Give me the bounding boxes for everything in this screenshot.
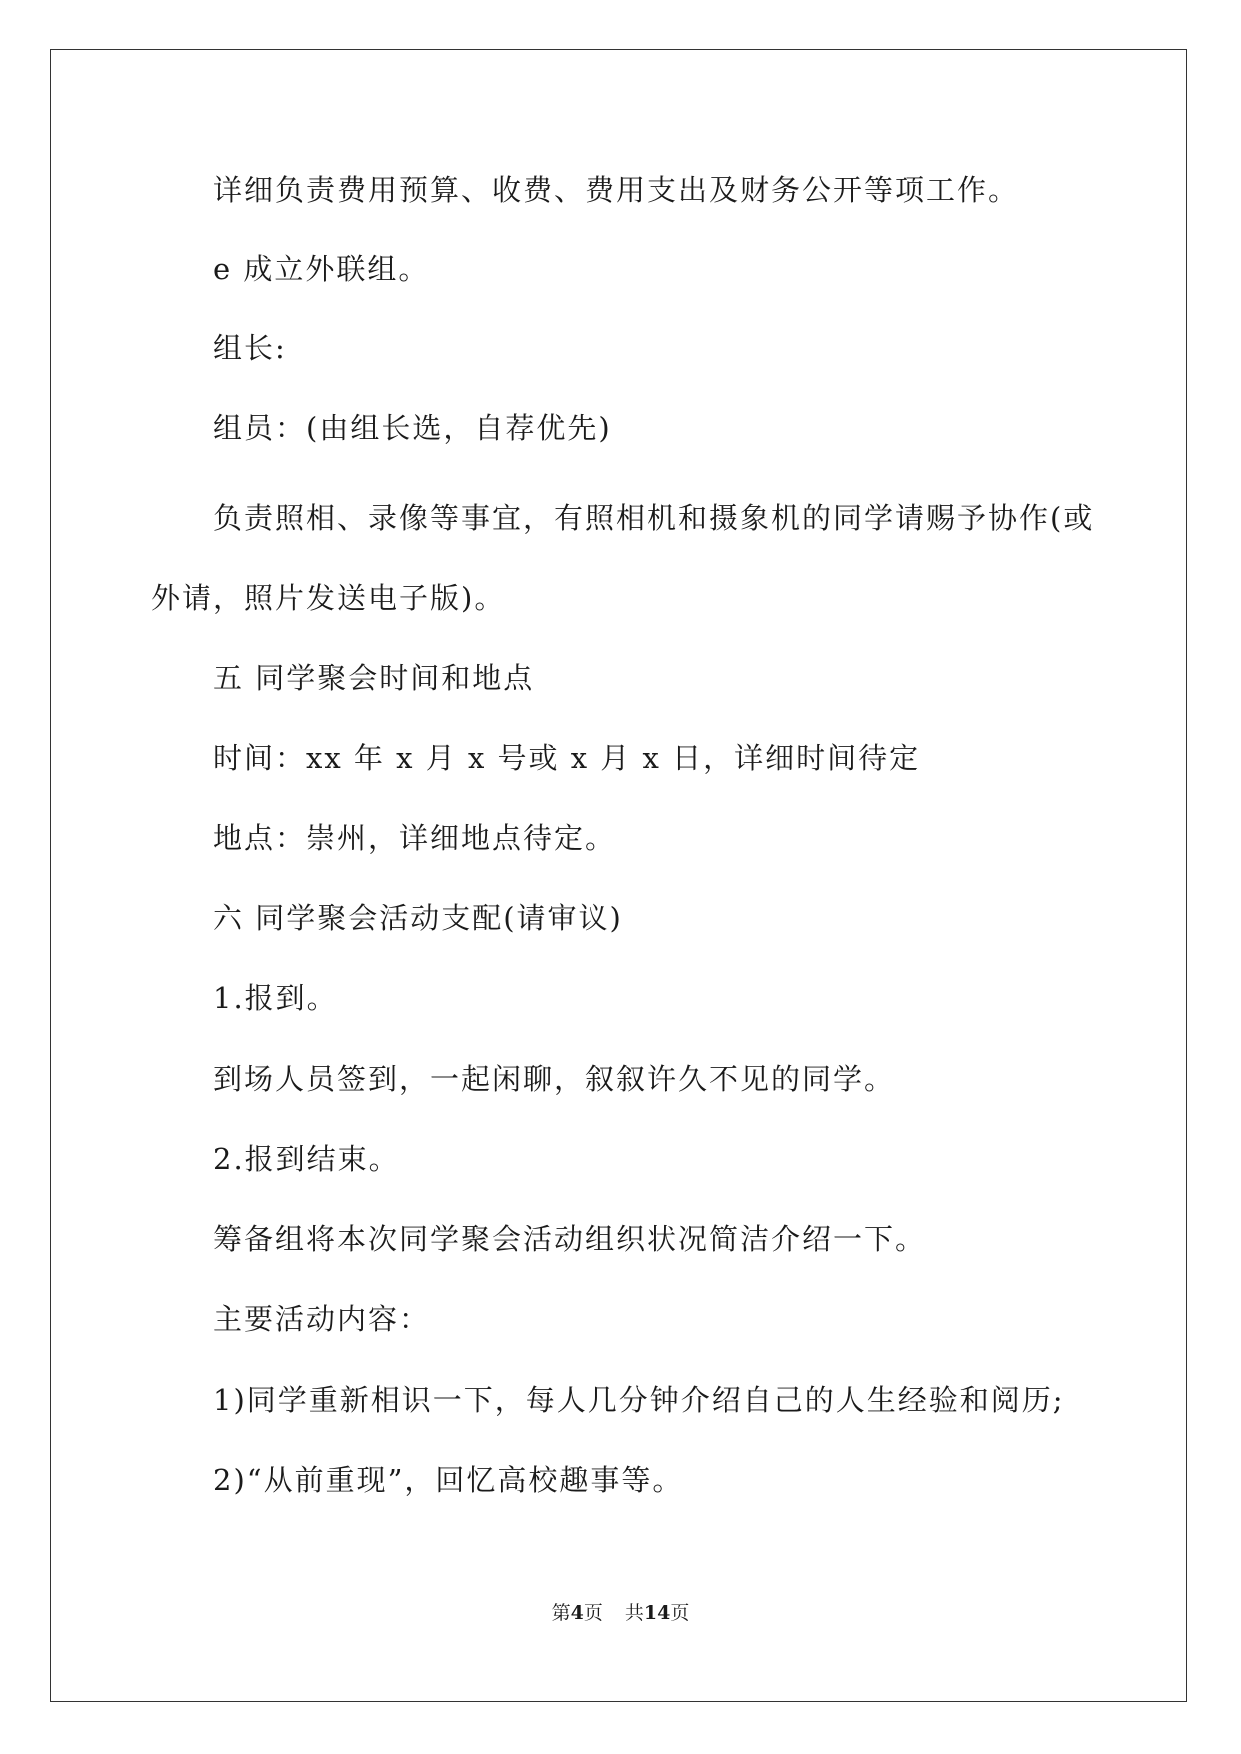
page-prefix: 第 xyxy=(551,1602,571,1624)
paragraph-line: 2.报到结束。 xyxy=(213,1142,400,1176)
paragraph-line: 组员：(由组长选，自荐优先) xyxy=(213,411,612,445)
total-pages: 14 xyxy=(643,1602,671,1624)
total-suffix: 页 xyxy=(670,1602,690,1624)
page-footer xyxy=(0,1600,1241,1626)
paragraph-line: 1)同学重新相识一下，每人几分钟介绍自己的人生经验和阅历; xyxy=(213,1383,1065,1417)
paragraph-line: 负责照相、录像等事宜，有照相机和摄象机的同学请赐予协作(或 xyxy=(213,501,1095,535)
section-heading: 五 同学聚会时间和地点 xyxy=(213,661,535,695)
total-prefix: 共 xyxy=(624,1602,644,1624)
paragraph-line: e 成立外联组。 xyxy=(213,252,430,286)
paragraph-line: 筹备组将本次同学聚会活动组织状况简洁介绍一下。 xyxy=(213,1222,927,1256)
paragraph-line: 2)“从前重现”，回忆高校趣事等。 xyxy=(213,1463,684,1497)
page-number: 4 xyxy=(570,1602,584,1624)
paragraph-line: 组长: xyxy=(213,331,287,365)
paragraph-line: 外请，照片发送电子版)。 xyxy=(151,581,506,615)
paragraph-line: 到场人员签到，一起闲聊，叙叙许久不见的同学。 xyxy=(213,1062,896,1096)
paragraph-line: 详细负责费用预算、收费、费用支出及财务公开等项工作。 xyxy=(213,173,1020,207)
section-heading: 六 同学聚会活动支配(请审议) xyxy=(213,901,623,935)
page-border xyxy=(50,49,1187,1702)
paragraph-line: 主要活动内容： xyxy=(213,1302,431,1336)
paragraph-line: 地点：崇州，详细地点待定。 xyxy=(213,821,617,855)
page-suffix: 页 xyxy=(583,1602,603,1624)
paragraph-line: 1.报到。 xyxy=(213,981,338,1015)
paragraph-line: 时间：xx 年 x 月 x 号或 x 月 x 日，详细时间待定 xyxy=(213,741,921,775)
